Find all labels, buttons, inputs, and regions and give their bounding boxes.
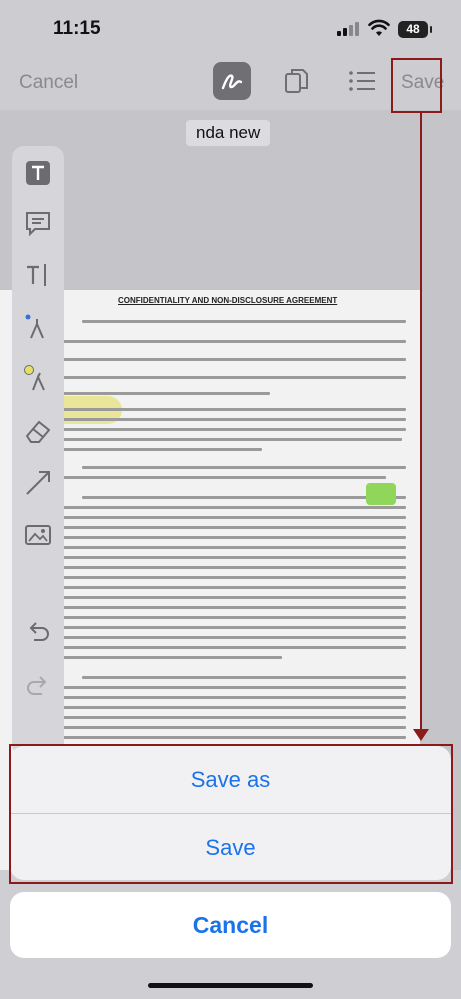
annotation-box-save <box>391 58 445 113</box>
pen-tool-icon[interactable] <box>23 312 53 342</box>
comment-icon[interactable] <box>23 208 53 238</box>
cancel-link[interactable]: Cancel <box>19 72 79 93</box>
arrow-line-icon[interactable] <box>23 468 53 498</box>
image-icon[interactable] <box>23 520 53 550</box>
undo-icon[interactable] <box>23 616 53 646</box>
document-title[interactable]: nda new <box>186 120 270 146</box>
cancel-button[interactable]: Cancel <box>10 892 451 958</box>
document-heading: CONFIDENTIALITY AND NON-DISCLOSURE AGREEMENT <box>118 296 338 305</box>
save-option-button[interactable]: Save <box>205 835 256 860</box>
status-bar <box>0 0 461 56</box>
list-icon[interactable] <box>343 62 381 100</box>
save-button[interactable]: Save <box>401 72 445 93</box>
text-cursor-icon[interactable] <box>23 260 53 290</box>
home-indicator <box>148 983 313 988</box>
redo-icon[interactable] <box>23 670 53 700</box>
pen-icon[interactable] <box>213 62 251 100</box>
cellular-signal-icon <box>337 22 361 36</box>
sticky-note-icon[interactable] <box>366 483 396 505</box>
battery-icon: 48 <box>398 21 428 38</box>
annotation-toolbar <box>12 146 64 756</box>
eraser-icon[interactable] <box>23 416 53 446</box>
annotation-connector-line <box>420 113 422 733</box>
highlighter-icon[interactable] <box>23 364 53 394</box>
text-box-icon[interactable] <box>23 158 53 188</box>
status-time: 11:15 <box>53 18 101 39</box>
save-as-button[interactable]: Save as <box>190 767 271 792</box>
annotation-box-sheet <box>9 744 453 884</box>
annotation-arrowhead <box>413 729 429 741</box>
copy-icon[interactable] <box>277 62 315 100</box>
wifi-icon <box>368 19 390 37</box>
